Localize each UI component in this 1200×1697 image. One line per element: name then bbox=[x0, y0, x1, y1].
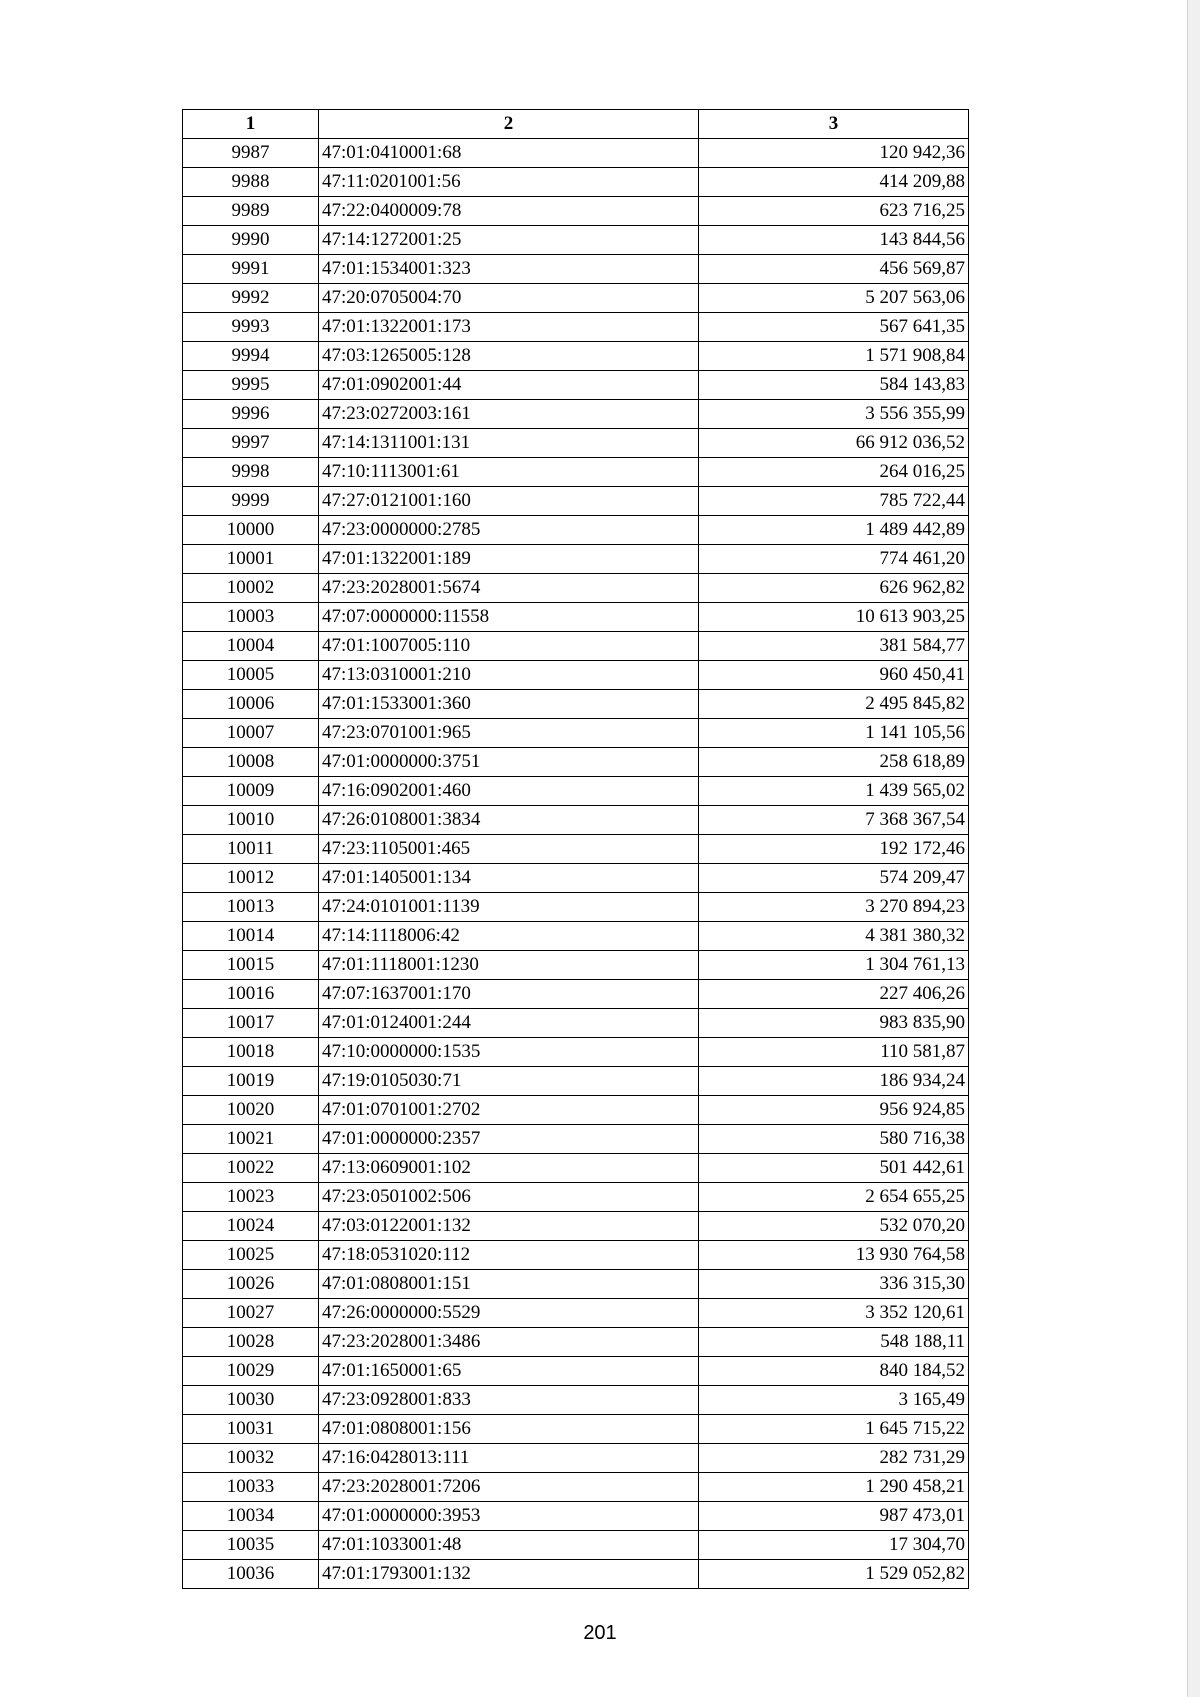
cadastral-number-cell: 47:19:0105030:71 bbox=[319, 1067, 699, 1096]
cadastral-number-cell: 47:01:1533001:360 bbox=[319, 690, 699, 719]
table-row bbox=[183, 487, 969, 516]
cadastral-value-cell: 5 207 563,06 bbox=[699, 284, 969, 313]
cadastral-number-cell: 47:23:0928001:833 bbox=[319, 1386, 699, 1415]
row-number-cell: 10011 bbox=[183, 835, 319, 864]
row-number-cell: 9990 bbox=[183, 226, 319, 255]
cadastral-value-cell: 227 406,26 bbox=[699, 980, 969, 1009]
table-row bbox=[183, 1009, 969, 1038]
row-number-cell: 10015 bbox=[183, 951, 319, 980]
cadastral-value-cell: 956 924,85 bbox=[699, 1096, 969, 1125]
cadastral-number-cell: 47:01:1118001:1230 bbox=[319, 951, 699, 980]
table-row bbox=[183, 864, 969, 893]
row-number-cell: 10022 bbox=[183, 1154, 319, 1183]
row-number-cell: 10001 bbox=[183, 545, 319, 574]
row-number-cell: 9999 bbox=[183, 487, 319, 516]
cadastral-number-cell: 47:01:0701001:2702 bbox=[319, 1096, 699, 1125]
row-number-cell: 10020 bbox=[183, 1096, 319, 1125]
table-row bbox=[183, 1473, 969, 1502]
cadastral-value-cell: 840 184,52 bbox=[699, 1357, 969, 1386]
cadastral-value-cell: 414 209,88 bbox=[699, 168, 969, 197]
cadastral-number-cell: 47:23:2028001:5674 bbox=[319, 574, 699, 603]
table-row bbox=[183, 1096, 969, 1125]
row-number-cell: 10025 bbox=[183, 1241, 319, 1270]
table-row bbox=[183, 429, 969, 458]
cadastral-number-cell: 47:26:0000000:5529 bbox=[319, 1299, 699, 1328]
table-row bbox=[183, 922, 969, 951]
cadastral-value-cell: 7 368 367,54 bbox=[699, 806, 969, 835]
cadastral-value-cell: 1 141 105,56 bbox=[699, 719, 969, 748]
cadastral-number-cell: 47:10:0000000:1535 bbox=[319, 1038, 699, 1067]
cadastral-number-cell: 47:01:0410001:68 bbox=[319, 139, 699, 168]
cadastral-value-cell: 532 070,20 bbox=[699, 1212, 969, 1241]
row-number-cell: 9996 bbox=[183, 400, 319, 429]
cadastral-number-cell: 47:01:1650001:65 bbox=[319, 1357, 699, 1386]
cadastral-number-cell: 47:23:2028001:3486 bbox=[319, 1328, 699, 1357]
cadastral-number-cell: 47:01:1793001:132 bbox=[319, 1560, 699, 1589]
row-number-cell: 10000 bbox=[183, 516, 319, 545]
table-row bbox=[183, 1299, 969, 1328]
cadastral-value-cell: 567 641,35 bbox=[699, 313, 969, 342]
cadastral-number-cell: 47:03:0122001:132 bbox=[319, 1212, 699, 1241]
cadastral-number-cell: 47:01:0808001:151 bbox=[319, 1270, 699, 1299]
table-header-row bbox=[183, 110, 969, 139]
cadastral-value-cell: 4 381 380,32 bbox=[699, 922, 969, 951]
row-number-cell: 9997 bbox=[183, 429, 319, 458]
cadastral-number-cell: 47:16:0428013:111 bbox=[319, 1444, 699, 1473]
cadastral-value-cell: 186 934,24 bbox=[699, 1067, 969, 1096]
cadastral-number-cell: 47:03:1265005:128 bbox=[319, 342, 699, 371]
table-row bbox=[183, 226, 969, 255]
table-row bbox=[183, 835, 969, 864]
table-row bbox=[183, 1444, 969, 1473]
table-row bbox=[183, 1502, 969, 1531]
table-row bbox=[183, 313, 969, 342]
cadastral-value-cell: 192 172,46 bbox=[699, 835, 969, 864]
table-row bbox=[183, 574, 969, 603]
cadastral-number-cell: 47:26:0108001:3834 bbox=[319, 806, 699, 835]
cadastral-value-cell: 1 290 458,21 bbox=[699, 1473, 969, 1502]
row-number-cell: 10017 bbox=[183, 1009, 319, 1038]
table-row bbox=[183, 1328, 969, 1357]
cadastral-value-cell: 3 270 894,23 bbox=[699, 893, 969, 922]
table-row bbox=[183, 893, 969, 922]
cadastral-value-cell: 264 016,25 bbox=[699, 458, 969, 487]
cadastral-value-cell: 120 942,36 bbox=[699, 139, 969, 168]
table-row bbox=[183, 1125, 969, 1154]
row-number-cell: 10008 bbox=[183, 748, 319, 777]
row-number-cell: 10016 bbox=[183, 980, 319, 1009]
cadastral-value-cell: 1 489 442,89 bbox=[699, 516, 969, 545]
row-number-cell: 10006 bbox=[183, 690, 319, 719]
cadastral-number-cell: 47:07:0000000:11558 bbox=[319, 603, 699, 632]
cadastral-value-cell: 456 569,87 bbox=[699, 255, 969, 284]
table-row bbox=[183, 1241, 969, 1270]
row-number-cell: 9989 bbox=[183, 197, 319, 226]
cadastral-number-cell: 47:27:0121001:160 bbox=[319, 487, 699, 516]
row-number-cell: 9994 bbox=[183, 342, 319, 371]
table-row bbox=[183, 168, 969, 197]
row-number-cell: 10023 bbox=[183, 1183, 319, 1212]
cadastral-number-cell: 47:23:1105001:465 bbox=[319, 835, 699, 864]
table-row bbox=[183, 1038, 969, 1067]
row-number-cell: 9991 bbox=[183, 255, 319, 284]
row-number-cell: 9988 bbox=[183, 168, 319, 197]
column-header-1: 1 bbox=[183, 110, 319, 139]
cadastral-value-cell: 1 645 715,22 bbox=[699, 1415, 969, 1444]
row-number-cell: 10030 bbox=[183, 1386, 319, 1415]
cadastral-value-cell: 987 473,01 bbox=[699, 1502, 969, 1531]
cadastral-number-cell: 47:24:0101001:1139 bbox=[319, 893, 699, 922]
cadastral-number-cell: 47:01:1033001:48 bbox=[319, 1531, 699, 1560]
row-number-cell: 10012 bbox=[183, 864, 319, 893]
cadastral-number-cell: 47:01:1322001:173 bbox=[319, 313, 699, 342]
row-number-cell: 10034 bbox=[183, 1502, 319, 1531]
cadastral-value-cell: 785 722,44 bbox=[699, 487, 969, 516]
cadastral-number-cell: 47:18:0531020:112 bbox=[319, 1241, 699, 1270]
cadastral-number-cell: 47:23:0501002:506 bbox=[319, 1183, 699, 1212]
row-number-cell: 9993 bbox=[183, 313, 319, 342]
cadastral-number-cell: 47:01:1534001:323 bbox=[319, 255, 699, 284]
table-row bbox=[183, 342, 969, 371]
row-number-cell: 10018 bbox=[183, 1038, 319, 1067]
cadastral-value-cell: 282 731,29 bbox=[699, 1444, 969, 1473]
cadastral-number-cell: 47:01:0124001:244 bbox=[319, 1009, 699, 1038]
cadastral-number-cell: 47:20:0705004:70 bbox=[319, 284, 699, 313]
table-row bbox=[183, 1270, 969, 1299]
row-number-cell: 10027 bbox=[183, 1299, 319, 1328]
cadastral-value-cell: 143 844,56 bbox=[699, 226, 969, 255]
row-number-cell: 10028 bbox=[183, 1328, 319, 1357]
row-number-cell: 10036 bbox=[183, 1560, 319, 1589]
cadastral-number-cell: 47:10:1113001:61 bbox=[319, 458, 699, 487]
row-number-cell: 10019 bbox=[183, 1067, 319, 1096]
row-number-cell: 10005 bbox=[183, 661, 319, 690]
table-row bbox=[183, 603, 969, 632]
cadastral-value-cell: 3 352 120,61 bbox=[699, 1299, 969, 1328]
row-number-cell: 9995 bbox=[183, 371, 319, 400]
cadastral-number-cell: 47:23:0000000:2785 bbox=[319, 516, 699, 545]
table-row bbox=[183, 632, 969, 661]
cadastral-number-cell: 47:13:0310001:210 bbox=[319, 661, 699, 690]
cadastral-number-cell: 47:14:1311001:131 bbox=[319, 429, 699, 458]
table-row bbox=[183, 284, 969, 313]
table-row bbox=[183, 516, 969, 545]
cadastral-value-cell: 1 439 565,02 bbox=[699, 777, 969, 806]
cadastral-value-cell: 626 962,82 bbox=[699, 574, 969, 603]
row-number-cell: 9987 bbox=[183, 139, 319, 168]
cadastral-number-cell: 47:07:1637001:170 bbox=[319, 980, 699, 1009]
row-number-cell: 10007 bbox=[183, 719, 319, 748]
row-number-cell: 10004 bbox=[183, 632, 319, 661]
cadastral-number-cell: 47:13:0609001:102 bbox=[319, 1154, 699, 1183]
table-row bbox=[183, 719, 969, 748]
table-row bbox=[183, 951, 969, 980]
table-row bbox=[183, 1415, 969, 1444]
cadastral-number-cell: 47:01:0000000:3751 bbox=[319, 748, 699, 777]
cadastral-number-cell: 47:11:0201001:56 bbox=[319, 168, 699, 197]
row-number-cell: 10014 bbox=[183, 922, 319, 951]
row-number-cell: 10003 bbox=[183, 603, 319, 632]
cadastral-number-cell: 47:01:0902001:44 bbox=[319, 371, 699, 400]
row-number-cell: 9998 bbox=[183, 458, 319, 487]
table-row bbox=[183, 545, 969, 574]
cadastral-value-cell: 17 304,70 bbox=[699, 1531, 969, 1560]
row-number-cell: 10035 bbox=[183, 1531, 319, 1560]
column-header-3: 3 bbox=[699, 110, 969, 139]
cadastral-number-cell: 47:23:2028001:7206 bbox=[319, 1473, 699, 1502]
row-number-cell: 10009 bbox=[183, 777, 319, 806]
table-row bbox=[183, 777, 969, 806]
row-number-cell: 9992 bbox=[183, 284, 319, 313]
cadastral-number-cell: 47:16:0902001:460 bbox=[319, 777, 699, 806]
table-row bbox=[183, 1560, 969, 1589]
table-row bbox=[183, 1067, 969, 1096]
cadastral-number-cell: 47:01:1322001:189 bbox=[319, 545, 699, 574]
cadastral-value-table bbox=[182, 109, 969, 1589]
cadastral-value-cell: 2 495 845,82 bbox=[699, 690, 969, 719]
table-row bbox=[183, 980, 969, 1009]
table-row bbox=[183, 748, 969, 777]
table-row bbox=[183, 1154, 969, 1183]
cadastral-value-cell: 381 584,77 bbox=[699, 632, 969, 661]
cadastral-value-cell: 584 143,83 bbox=[699, 371, 969, 400]
table-row bbox=[183, 1531, 969, 1560]
cadastral-value-cell: 1 304 761,13 bbox=[699, 951, 969, 980]
row-number-cell: 10024 bbox=[183, 1212, 319, 1241]
cadastral-value-cell: 3 165,49 bbox=[699, 1386, 969, 1415]
table-row bbox=[183, 400, 969, 429]
row-number-cell: 10026 bbox=[183, 1270, 319, 1299]
cadastral-value-cell: 3 556 355,99 bbox=[699, 400, 969, 429]
row-number-cell: 10031 bbox=[183, 1415, 319, 1444]
cadastral-value-cell: 1 571 908,84 bbox=[699, 342, 969, 371]
cadastral-value-cell: 623 716,25 bbox=[699, 197, 969, 226]
cadastral-number-cell: 47:14:1118006:42 bbox=[319, 922, 699, 951]
cadastral-value-cell: 983 835,90 bbox=[699, 1009, 969, 1038]
table-row bbox=[183, 255, 969, 284]
cadastral-value-cell: 2 654 655,25 bbox=[699, 1183, 969, 1212]
cadastral-number-cell: 47:01:1007005:110 bbox=[319, 632, 699, 661]
row-number-cell: 10002 bbox=[183, 574, 319, 603]
cadastral-number-cell: 47:23:0701001:965 bbox=[319, 719, 699, 748]
table-row bbox=[183, 1183, 969, 1212]
cadastral-value-cell: 13 930 764,58 bbox=[699, 1241, 969, 1270]
cadastral-value-cell: 501 442,61 bbox=[699, 1154, 969, 1183]
table-row bbox=[183, 661, 969, 690]
vertical-scrollbar[interactable] bbox=[1187, 0, 1200, 1697]
cadastral-number-cell: 47:14:1272001:25 bbox=[319, 226, 699, 255]
cadastral-number-cell: 47:01:0000000:3953 bbox=[319, 1502, 699, 1531]
table-row bbox=[183, 371, 969, 400]
cadastral-number-cell: 47:22:0400009:78 bbox=[319, 197, 699, 226]
row-number-cell: 10010 bbox=[183, 806, 319, 835]
cadastral-number-cell: 47:01:1405001:134 bbox=[319, 864, 699, 893]
table-row bbox=[183, 1212, 969, 1241]
row-number-cell: 10013 bbox=[183, 893, 319, 922]
row-number-cell: 10033 bbox=[183, 1473, 319, 1502]
table-row bbox=[183, 1386, 969, 1415]
cadastral-value-cell: 580 716,38 bbox=[699, 1125, 969, 1154]
cadastral-value-cell: 110 581,87 bbox=[699, 1038, 969, 1067]
row-number-cell: 10029 bbox=[183, 1357, 319, 1386]
table-body bbox=[183, 139, 969, 1589]
table-row bbox=[183, 806, 969, 835]
cadastral-value-cell: 10 613 903,25 bbox=[699, 603, 969, 632]
cadastral-value-cell: 960 450,41 bbox=[699, 661, 969, 690]
cadastral-value-cell: 774 461,20 bbox=[699, 545, 969, 574]
row-number-cell: 10021 bbox=[183, 1125, 319, 1154]
cadastral-number-cell: 47:01:0000000:2357 bbox=[319, 1125, 699, 1154]
column-header-2: 2 bbox=[319, 110, 699, 139]
cadastral-value-cell: 548 188,11 bbox=[699, 1328, 969, 1357]
cadastral-value-cell: 1 529 052,82 bbox=[699, 1560, 969, 1589]
cadastral-number-cell: 47:01:0808001:156 bbox=[319, 1415, 699, 1444]
row-number-cell: 10032 bbox=[183, 1444, 319, 1473]
table-row bbox=[183, 690, 969, 719]
cadastral-value-cell: 66 912 036,52 bbox=[699, 429, 969, 458]
cadastral-number-cell: 47:23:0272003:161 bbox=[319, 400, 699, 429]
table-row bbox=[183, 1357, 969, 1386]
table-row bbox=[183, 458, 969, 487]
table-row bbox=[183, 139, 969, 168]
page-number: 201 bbox=[583, 1622, 617, 1644]
cadastral-value-cell: 258 618,89 bbox=[699, 748, 969, 777]
cadastral-value-cell: 574 209,47 bbox=[699, 864, 969, 893]
cadastral-value-cell: 336 315,30 bbox=[699, 1270, 969, 1299]
table-row bbox=[183, 197, 969, 226]
